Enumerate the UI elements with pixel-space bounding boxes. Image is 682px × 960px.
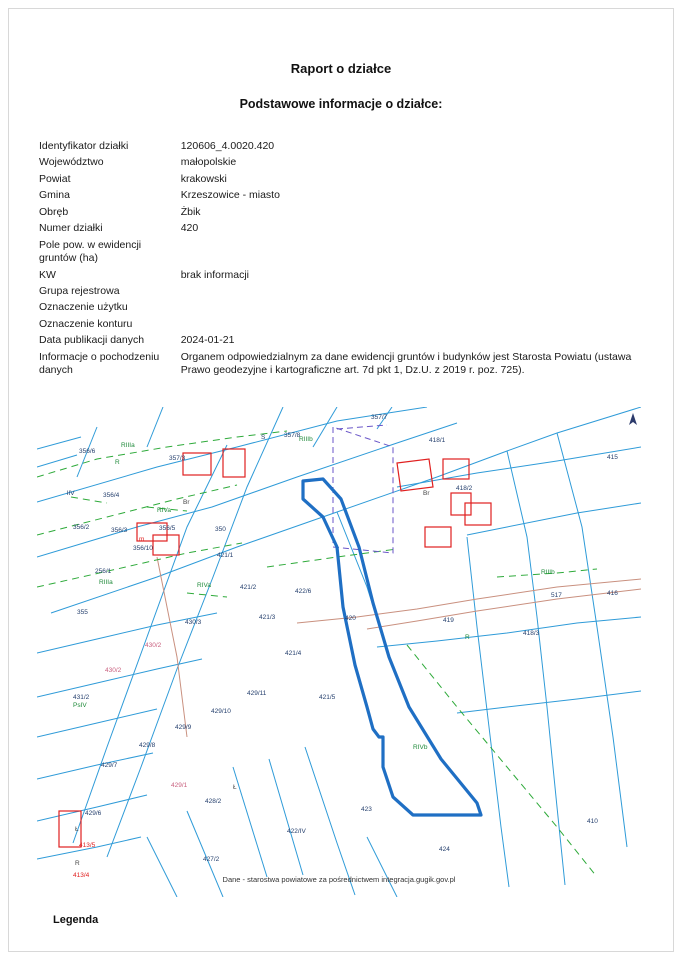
detail-label: Województwo	[39, 156, 104, 169]
detail-value: 420	[180, 222, 199, 235]
svg-text:429/8: 429/8	[139, 742, 156, 749]
svg-text:356/6: 356/6	[79, 448, 96, 455]
svg-text:421/4: 421/4	[285, 650, 302, 657]
detail-label: Numer działki	[39, 222, 103, 235]
parcel-boundaries	[37, 407, 641, 897]
svg-text:427/2: 427/2	[203, 856, 220, 863]
detail-value: krakowski	[180, 172, 227, 185]
svg-text:356/4: 356/4	[103, 492, 120, 499]
svg-text:422/IV: 422/IV	[287, 828, 306, 835]
svg-text:Ł: Ł	[75, 826, 79, 833]
page-title: Raport o działce	[290, 61, 392, 76]
map-credit: Dane - starostwa powiatowe za pośrednictwem integracja.gugik.gov.pl	[222, 875, 456, 884]
svg-text:429/11: 429/11	[247, 690, 267, 697]
svg-text:416: 416	[607, 590, 618, 597]
svg-text:430/2: 430/2	[145, 642, 162, 649]
svg-text:S: S	[261, 434, 266, 441]
report-sheet	[8, 8, 674, 952]
svg-text:423: 423	[361, 806, 372, 813]
legend-heading: Legenda	[53, 914, 99, 926]
table-row	[39, 350, 639, 380]
svg-text:429/1: 429/1	[171, 782, 188, 789]
detail-label: Gmina	[39, 189, 70, 202]
detail-value: 120606_4.0020.420	[180, 140, 275, 152]
table-row	[39, 205, 639, 221]
svg-text:R: R	[465, 634, 470, 641]
svg-text:418/1: 418/1	[429, 437, 446, 444]
detail-label: Identyfikator działki	[39, 140, 129, 152]
svg-text:RIIIb: RIIIb	[299, 436, 313, 443]
svg-text:415: 415	[607, 454, 618, 461]
svg-text:410: 410	[587, 818, 598, 825]
svg-text:Ł: Ł	[233, 784, 237, 791]
svg-text:517: 517	[551, 592, 562, 599]
svg-text:429/7: 429/7	[101, 762, 118, 769]
detail-label: Grupa rejestrowa	[39, 284, 120, 297]
detail-label: Informacje o pochodzeniu danych	[39, 350, 160, 377]
svg-text:420: 420	[345, 615, 356, 622]
svg-text:431/2: 431/2	[73, 694, 90, 701]
svg-text:357/7: 357/7	[371, 414, 388, 421]
table-row	[39, 284, 639, 300]
svg-text:356/10: 356/10	[133, 545, 153, 552]
svg-text:418/3: 418/3	[523, 630, 540, 637]
detail-value: małopolskie	[180, 156, 237, 169]
parcel-details-table	[39, 139, 639, 380]
table-row	[39, 268, 639, 284]
svg-text:413/4: 413/4	[73, 872, 90, 879]
svg-text:R: R	[115, 459, 120, 466]
svg-text:429/6: 429/6	[85, 810, 102, 817]
svg-text:RIIIb: RIIIb	[541, 569, 555, 576]
svg-text:429/10: 429/10	[211, 708, 231, 715]
svg-text:421/3: 421/3	[259, 614, 276, 621]
detail-value	[181, 238, 639, 268]
detail-value: Krzeszowice - miasto	[180, 189, 280, 202]
svg-text:419: 419	[443, 617, 454, 624]
detail-label: Oznaczenie użytku	[39, 301, 128, 314]
svg-text:357/8: 357/8	[284, 432, 301, 439]
north-arrow-icon	[629, 413, 637, 425]
table-row	[39, 333, 639, 349]
table-row	[39, 238, 639, 268]
svg-text:256/1: 256/1	[95, 568, 112, 575]
svg-text:421/1: 421/1	[217, 552, 234, 559]
table-row	[39, 172, 639, 188]
svg-text:356/5: 356/5	[159, 525, 176, 532]
building-outlines	[59, 449, 491, 847]
table-row	[39, 139, 639, 155]
detail-value	[181, 317, 639, 333]
svg-text:430/2: 430/2	[105, 667, 122, 674]
svg-text:Br: Br	[423, 490, 430, 497]
detail-value	[181, 284, 639, 300]
table-row	[39, 317, 639, 333]
svg-text:RIIIa: RIIIa	[121, 442, 135, 449]
svg-text:430/3: 430/3	[185, 619, 202, 626]
svg-text:355: 355	[77, 609, 88, 616]
svg-text:413/5: 413/5	[79, 842, 96, 849]
svg-text:428/2: 428/2	[205, 798, 222, 805]
detail-label: KW	[39, 268, 56, 281]
detail-label: Oznaczenie konturu	[39, 317, 133, 330]
svg-text:429/9: 429/9	[175, 724, 192, 731]
svg-text:350: 350	[215, 526, 226, 533]
map-canvas[interactable]	[37, 407, 641, 897]
table-row	[39, 188, 639, 204]
detail-value: Organem odpowiedzialnym za dane ewidencji gruntów i budynków jest Starosta Powiatu (ustawa Prawo geodezyjne i kartograficzne art. 7d pkt 1, Dz.U. z 2019 r. poz. 725).	[180, 350, 632, 377]
detail-label: Obręb	[39, 205, 69, 218]
svg-text:PsIV: PsIV	[73, 702, 87, 709]
table-row	[39, 221, 639, 237]
svg-text:m: m	[139, 536, 145, 543]
svg-text:RIVa: RIVa	[197, 582, 211, 589]
detail-value	[181, 300, 639, 316]
svg-text:RIVb: RIVb	[413, 744, 428, 751]
svg-text:RIVa: RIVa	[157, 507, 171, 514]
svg-text:RIIIa: RIIIa	[99, 579, 113, 586]
section-subtitle: Podstawowe informacje o działce:	[239, 97, 443, 111]
svg-text:R: R	[75, 860, 80, 867]
detail-value: Żbik	[180, 205, 201, 218]
detail-value: brak informacji	[180, 268, 249, 281]
svg-text:356/3: 356/3	[111, 527, 128, 534]
highlighted-parcel-420[interactable]	[303, 479, 481, 815]
detail-label: Pole pow. w ewidencji gruntów (ha)	[39, 238, 142, 265]
zone-outline	[333, 425, 393, 553]
svg-text:422/6: 422/6	[295, 588, 312, 595]
cadastral-map[interactable]	[37, 407, 641, 897]
detail-label: Data publikacji danych	[39, 334, 145, 347]
svg-text:Br: Br	[183, 499, 190, 506]
table-row	[39, 300, 639, 316]
svg-text:356/2: 356/2	[73, 524, 90, 531]
svg-text:łIV: łIV	[67, 490, 75, 497]
table-row	[39, 155, 639, 171]
detail-value: 2024-01-21	[180, 334, 235, 347]
svg-text:424: 424	[439, 846, 450, 853]
detail-label: Powiat	[39, 172, 71, 185]
svg-text:421/5: 421/5	[319, 694, 336, 701]
svg-text:357/3: 357/3	[169, 455, 186, 462]
svg-text:421/2: 421/2	[240, 584, 257, 591]
map-labels	[67, 414, 618, 879]
landuse-lines	[37, 431, 597, 877]
svg-text:418/2: 418/2	[456, 485, 473, 492]
